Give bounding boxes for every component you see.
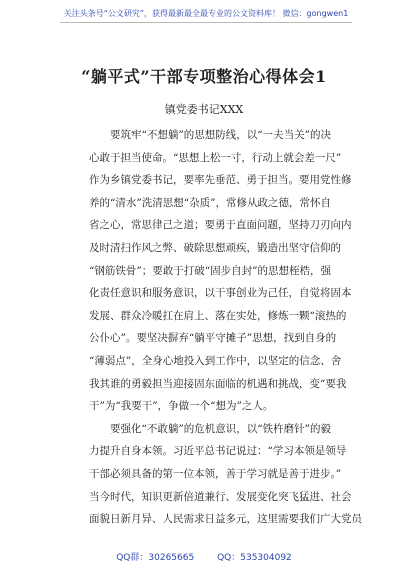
body-line: 要筑牢“不想躺”的思想防线，以“一夫当关”的决: [110, 129, 331, 141]
body-line: 及时清扫作风之弊、破除思想顽疾，锻造出坚守信仰的: [89, 241, 341, 254]
qq-label: QQ：535304092: [217, 553, 292, 563]
body-line: 作为乡镇党委书记，要率先垂范、勇于担当。要用党性修: [89, 174, 352, 187]
document-title: “躺平式”干部专项整治心得体会1: [81, 67, 327, 86]
body-line: 面貌日新月异、人民需求日益多元，这里需要我们广大党员: [89, 513, 362, 526]
body-line: “薄弱点”，全身心地投入到工作中，以坚定的信念、舍: [89, 354, 342, 367]
body-line: 心敢于担当使命。“思想上松一寸，行动上就会差一尺”: [89, 151, 342, 164]
header-banner: 关注头条号“公文研究”，获得最新最全最专业的公文资料库！ 微信：gongwen1: [60, 8, 352, 23]
body-line: 化责任意识和服务意识，以干事创业为己任，自觉将固本: [89, 287, 352, 300]
body-line: “钢筋铁骨”；要敢于打破“固步自封”的思想桎梏，强: [89, 264, 331, 277]
body-line: 当今时代，知识更新倍道兼行、发展变化突飞猛进、社会: [89, 490, 352, 503]
document-body: [89, 124, 362, 531]
body-line: 力提升自身本领。习近平总书记说过：“学习本领是领导: [89, 445, 347, 458]
body-line: 要强化“不敢躺”的危机意识，以“铁杵磨针”的毅: [110, 422, 331, 435]
body-line: 公仆心”。要坚决摒弃“躺平守摊子”思想，找到自身的: [89, 332, 337, 345]
author-line: 镇党委书记XXX: [164, 103, 244, 116]
body-line: 干”为“我要干”，争做一个“想为”之人。: [89, 400, 274, 413]
body-line: 干部必须具备的第一位本领，善于学习就是善于进步。”: [89, 467, 342, 480]
body-line: 养的“清水”洗清思想“杂质”，常修从政之德，常怀自: [89, 196, 331, 209]
body-line: 发展、群众冷暖扛在肩上、落在实处，修炼一颗“滚热的: [89, 309, 347, 322]
footer-contact: [0, 550, 408, 563]
body-line: 我其谁的勇毅担当迎接固东面临的机遇和挑战，变“要我: [89, 377, 347, 390]
qq-group-label: QQ群：30265665: [116, 553, 195, 563]
body-line: 省之心，常思律己之道；要勇于直面问题，坚持刀刃向内: [89, 219, 352, 232]
